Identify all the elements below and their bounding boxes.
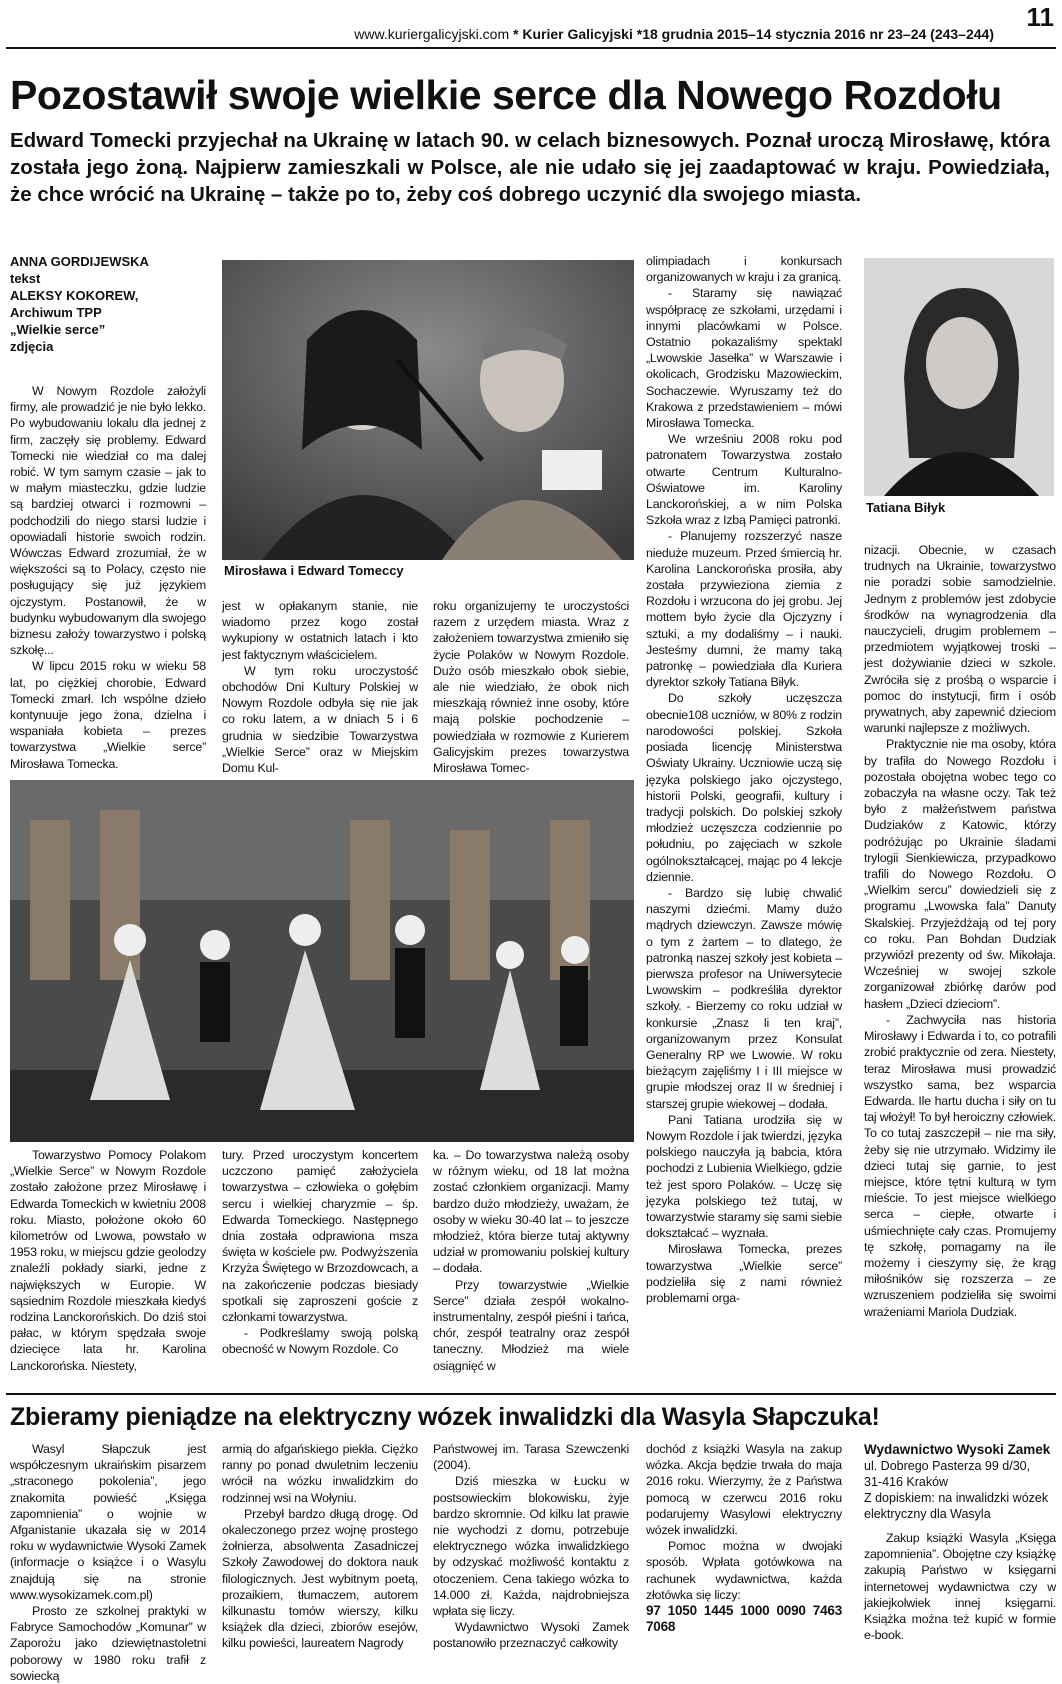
- paragraph: Praktycznie nie ma osoby, która by trafiła do Nowego Rozdołu i pozostała obojętna wobec tego co zobaczyła na własne oczy. Tak też było z małżeństwem państwa Dudziaków z Katowic, którzy podróżując po Ukrainie śladami trylogii Sienkiewicza, przypadkowo trafili do Nowego Rozdołu. O „Wielkim sercu” dowiedzieli się z programu „Lwowska fala” Danuty Skalskiej. Przyjeżdżają od tej pory co roku. Pan Bohdan Dudziak przywiózł prezenty od św. Mikołaja. Wcześniej w swojej szkole zorganizował zbiórkę darów pod hasłem „Dzieci dzieciom”.: [864, 737, 1056, 1011]
- header-masthead: [354, 26, 994, 42]
- paragraph: armią do afgańskiego piekła. Ciężko ranny po ponad dwuletnim leczeniu wrócił na wózku inwalidzkim do rodzinnej wsi na Wołyniu.: [222, 1442, 418, 1505]
- paragraph: - Planujemy rozszerzyć nasze nieduże muzeum. Przed śmiercią hr. Karolina Lanckorońska prosiła, aby została przywieziona ziemia z Rozdołu i wrzucona do jej grobu. Jej mottem było życie dla Ojczyzny i sztuki, a my dodaliśmy – i nauki. Jesteśmy dumni, że mamy taką patronkę – powiedziała dla Kuriera dyrektor szkoły Tatiana Biłyk.: [646, 529, 842, 690]
- paragraph: Prosto ze szkolnej praktyki w Fabryce Samochodów „Komunar” w Zaporożu jako dziewiętnastoletni poborowy w 1980 roku trafił z sowiecką: [10, 1604, 206, 1683]
- paragraph: W tym roku uroczystość obchodów Dni Kultury Polskiej w Nowym Rozdole odbyła się nie jak co roku latem, a w dniach 5 i 6 grudnia w siedzibie Towarzystwa „Wielkie Serce” oraz w Miejskim Domu Kul-: [222, 663, 418, 776]
- portrait-couple-photo: [222, 260, 634, 560]
- paragraph: Mirosława Tomecka, prezes towarzystwa „Wielkie serce” podzieliła się z nami również problemami orga-: [646, 1242, 842, 1305]
- article-col3-mid: [433, 598, 629, 776]
- publisher-address: 31-416 Kraków: [864, 1475, 949, 1489]
- paragraph: Dziś mieszka w Łucku w postsowieckim blokowisku, żyje bardzo skromnie. Od kilku lat prawie nie wychodzi z domu, potrzebuje elektrycznego wózka inwalidzkiego by odzyskać możliwość kontaktu z otoczeniem. Cena takiego wózka to 14.000 zł. Każda, najdrobniejsza wpłata się liczy.: [433, 1474, 629, 1619]
- paragraph: - Staramy się nawiązać współpracę ze szkołami, urzędami i innymi placówkami w Polsce. Ostatnio pokazaliśmy spektakl „Lwowskie Jasełka” w Warszawie i okolicach, Grodzisku Mazowieckim, Sochaczewie. Wyruszamy też do Krakowa z przedstawieniem – mówi Mirosława Tomecka.: [646, 286, 842, 431]
- publisher-body: [864, 1530, 1056, 1643]
- paragraph: - Bardzo się lubię chwalić naszymi dziećmi. Mamy dużo mądrych dziewczyn. Zawsze mówię o tym z żartem – to dlatego, że patronką naszej szkoły jest kobieta – pierwsza profesor na Uniwersytecie Lwowskim – podkreśliła dyrektor szkoły. - Bierzemy co roku udział w konkursie „Znasz li ten kraj”, organizowanym przez Konsulat Generalny RP we Lwowie. W roku bieżącym zajęliśmy I i III miejsce w grupie młodszej oraz II w średniej i starszej grupie wiekowej – dodała.: [646, 885, 842, 1111]
- appeal-col3: [433, 1441, 629, 1652]
- paragraph: Pomoc można w dwojaki sposób. Wpłata gotówkowa na rachunek wydawnictwa, każda złotówka się liczy:: [646, 1539, 842, 1602]
- paragraph: - Podkreślamy swoją polską obecność w Nowym Rozdole. Co: [222, 1326, 418, 1357]
- appeal-col2: [222, 1441, 418, 1652]
- byline-line: tekst: [10, 271, 41, 286]
- byline-line: zdjęcia: [10, 339, 54, 354]
- header-paper: Kurier Galicyjski: [522, 26, 633, 42]
- paragraph: Zakup książki Wasyla „Księga zapomnienia”. Obojętne czy książkę zakupią Państwo w księgarni internetowej wydawnictwa czy w jakiejkolwiek innej księgarni. Książka można też kupić w formie e-book.: [864, 1531, 1056, 1643]
- paragraph: roku organizujemy te uroczystości razem z urzędem miasta. Wraz z założeniem towarzystwa zmieniło się życie Polaków w Nowym Rozdole. Dużo osób mieszkało obok siebie, ale nie wiedziało, że obok nich mieszkają również inne osoby, które mają polskie pochodzenie – powiedziała w rozmowie z Kurierem Galicyjskim prezes towarzystwa Mirosława Tomec-: [433, 599, 629, 776]
- paragraph: ka. – Do towarzystwa należą osoby w różnym wieku, od 18 lat można zostać członkiem organizacji. Mamy bardzo dużo młodzieży, uważam, że osoby w wieku 30-40 lat – to jeszcze młodzież, która bierze tutaj aktywny udział w promowaniu polskiej kultury – dodała.: [433, 1148, 629, 1276]
- article-col5: [864, 542, 1056, 1320]
- paragraph: We wrześniu 2008 roku pod patronatem Towarzystwa zostało otwarte Centrum Kulturalno-Oświatowe im. Karoliny Lanckorońskiej, a w nim Polska Szkoła wraz z Izbą Pamięci patronki.: [646, 432, 842, 528]
- byline-line: ANNA GORDIJEWSKA: [10, 254, 149, 269]
- section-rule: [6, 1393, 1056, 1395]
- paragraph: W lipcu 2015 roku w wieku 58 lat, po ciężkiej chorobie, Edward Tomecki zmarł. Ich wspólne dzieło kontynuuje jego żona, dzielna i wspaniała kobieta – prezes towarzystwa „Wielkie serce” Mirosława Tomecka.: [10, 659, 206, 771]
- byline-line: Archiwum TPP: [10, 305, 102, 320]
- paragraph: Państwowej im. Tarasa Szewczenki (2004).: [433, 1442, 629, 1473]
- header-site[interactable]: www.kuriergalicyjski.com: [354, 26, 510, 42]
- byline-line: „Wielkie serce”: [10, 322, 106, 337]
- bank-account-number: 97 1050 1445 1000 0090 7463 7068: [646, 1603, 842, 1635]
- photo2-caption: Tatiana Biłyk: [866, 500, 946, 515]
- appeal-col4: [646, 1441, 842, 1635]
- article-col1-bottom: [10, 1147, 206, 1374]
- paragraph: Pani Tatiana urodziła się w Nowym Rozdole i jak twierdzi, języka polskiego nauczyła ją babcia, która pochodzi z Lubienia Wielkiego, gdzie też jest sporo Polaków. – Uczę się języka polskiego też tutaj, w towarzystwie staramy się sami siebie dokształcać – wyznała.: [646, 1112, 842, 1241]
- publisher-name: Wydawnictwo Wysoki Zamek: [864, 1442, 1051, 1457]
- header-dates: 18 grudnia 2015–14 stycznia 2016 nr 23–24 (243–244): [642, 26, 994, 42]
- paragraph: Przebył bardzo długą drogę. Od okaleczonego przez wojnę prostego żołnierza, absolwenta Zasadniczej Szkoły Zawodowej do doktora nauk filologicznych. Jest wybitnym poetą, prozaikiem, tłumaczem, autorem kilkunastu tomów wierszy, kilku książek dla dzieci, zbiorów esejów, kilku powieści, laureatem Nagrody: [222, 1506, 418, 1651]
- paragraph: jest w opłakanym stanie, nie wiadomo przez kogo został wykupiony w ostatnich latach i kto jest faktycznym właścicielem.: [222, 599, 418, 662]
- article-col4: [646, 253, 842, 1306]
- page-header: [0, 0, 1062, 44]
- article-col3-bottom: [433, 1147, 629, 1374]
- article-headline: Pozostawił swoje wielkie serce dla Nowego Rozdołu: [10, 72, 1002, 118]
- publisher-address: ul. Dobrego Pasterza 99 d/30,: [864, 1459, 1031, 1473]
- page-number: 11: [1026, 2, 1054, 32]
- appeal-col1: [10, 1441, 206, 1684]
- paragraph: dochód z książki Wasyla na zakup wózka. Akcja będzie trwała do maja 2016 roku. Wierzymy, że z Państwa pomocą w czerwcu 2016 roku podarujemy Wasylowi elektryczny wózek inwalidzki.: [646, 1442, 842, 1538]
- paragraph: tury. Przed uroczystym koncertem uczczono pamięć założyciela towarzystwa – człowieka o gołębim sercu i wielkiej charyzmie – śp. Edwarda Tomeckiego. Następnego dnia została odprawiona msza święta w kościele pw. Podwyższenia Krzyża Świętego w Brzozdowcach, a na zakończenie podczas biesiady spotkali się zaproszeni goście z członkami towarzystwa.: [222, 1148, 418, 1325]
- publisher-note: Z dopiskiem: na inwalidzki wózek elektryczny dla Wasyla: [864, 1491, 1049, 1521]
- paragraph: Wydawnictwo Wysoki Zamek postanowiło przeznaczyć całkowity: [433, 1620, 629, 1651]
- header-sep1: *: [509, 26, 523, 42]
- publisher-box: [864, 1441, 1056, 1643]
- photo1-caption: Mirosława i Edward Tomeccy: [224, 563, 404, 578]
- paragraph: olimpiadach i konkursach organizowanych w kraju i za granicą.: [646, 254, 842, 285]
- paragraph: nizacji. Obecnie, w czasach trudnych na Ukrainie, towarzystwo nie poradzi sobie samodzielnie. Jednym z problemów jest zdobycie środków na wynagrodzenia dla nauczycieli, drugim problemem – przedmiotem wyjątkowej troski – jest dożywianie dzieci w szkole. Zwróciła się z prośbą o wsparcie i pomoc do instytucji, firm i osób prywatnych, aby zapewnić dzieciom warunki najlepsze z możliwych.: [864, 543, 1056, 736]
- paragraph: W Nowym Rozdole założyli firmy, ale prowadzić je nie było lekko. Po wybudowaniu lokalu dla jednej z firm, zaczęły się problemy. Edward Tomecki nie wiedział co ma dalej robić. W tym samym czasie – jak to w małym miasteczku, gdzie ludzie są bardziej otwarci i rozmowni – podchodzili do niego starsi ludzie i opowiadali historie swoich rodzin. Wówczas Edward zrozumiał, że w większości są to Polacy, często nie posługujący się już językiem ojczystym. Postanowił, że w budynku wybudowanym dla swojego biznesu założy towarzystwo i polską szkołę...: [10, 384, 206, 658]
- header-rule: [6, 47, 1056, 49]
- paragraph: - Zachwyciła nas historia Mirosławy i Edwarda i to, co potrafili zrobić praktycznie od zera. Niestety, teraz Mirosława musi prowadzić wszystko sama, bez wsparcia Edwarda. Ile hartu ducha i siły on tu taj włożył! To był heroiczny człowiek. To co tutaj zaszczepił – nie ma siły, żeby się nie utrzymało. Widzimy ile dzieci tutaj się garnie, to jest miejsce, które tętni kulturą w tym mieście. To jest miejsce wielkiego serca – ciepłe, otwarte i uśmiechnięte cały czas. Promujemy tę szkołę, pomagamy na ile możemy i cieszymy się, że krąg miłośników się rozszerza – ze wzruszeniem podzieliła się swoimi wrażeniami Mariola Dudziak.: [864, 1012, 1056, 1319]
- paragraph: Do szkoły uczęszcza obecnie108 uczniów, w 80% z rodzin narodowości polskiej. Szkoła posiada licencję Ministerstwa Oświaty Ukrainy. Uczniowie uczą się języka polskiego jako ojczystego, historii Polski, geografii, kultury i tradycji polskich. Do polskiej szkoły młodzież uczęszcza codziennie po południu, po zajęciach w szkole ogólnokształcącej, mając po 4 lekcje dziennie.: [646, 691, 842, 884]
- paragraph: Towarzystwo Pomocy Polakom „Wielkie Serce” w Nowym Rozdole zostało założone przez Mirosławę i Edwarda Tomeckich w kwietniu 2008 roku. Miasto, położone około 60 kilometrów od Lwowa, powstało w 1953 roku, w miejscu gdzie geolodzy znaleźli pokłady siarki, jedne z największych w Europie. W sąsiednim Rozdole mieszkała kiedyś rodzina Lanckorońskich. Do dziś stoi pałac, w którym spędzała swoje dziecięce lata hr. Karolina Lanckorońska. Niestety,: [10, 1148, 206, 1373]
- article-col2-mid: [222, 598, 418, 776]
- header-sep2: *: [632, 26, 643, 42]
- article-col1-top: [10, 383, 206, 772]
- appeal-headline: Zbieramy pieniądze na elektryczny wózek inwalidzki dla Wasyla Słapczuka!: [10, 1403, 880, 1431]
- paragraph: Wasyl Słapczuk jest współczesnym ukraińskim pisarzem „straconego pokolenia”, jego znakomita powieść „Księga zapomnienia” o wojnie w Afganistanie ukazała się w 2014 roku w wydawnictwie Wysoki Zamek (informacje o książce i o Wasylu znajdują się na stronie www.wysokizamek.com.pl): [10, 1442, 206, 1602]
- article-lead: Edward Tomecki przyjechał na Ukrainę w latach 90. w celach biznesowych. Poznał uroczą Mirosławę, która została jego żoną. Najpierw zamieszkali w Polsce, ale nie udało się jej zaadaptować w kraju. Powiedziała, że chce wrócić na Ukrainę – także po to, żeby coś dobrego uczynić dla swojego miasta.: [10, 129, 1050, 206]
- portrait-woman-photo: [864, 258, 1054, 496]
- paragraph: Przy towarzystwie „Wielkie Serce” działa zespół wokalno-instrumentalny, zespół pieśni i tańca, chór, zespół teatralny oraz zespół taneczny. Młodzież ma wiele osiągnięć w: [433, 1277, 629, 1373]
- article-col2-bottom: [222, 1147, 418, 1358]
- byline: [10, 253, 205, 355]
- children-dancing-photo: [10, 780, 634, 1142]
- byline-line: ALEKSY KOKOREW,: [10, 288, 139, 303]
